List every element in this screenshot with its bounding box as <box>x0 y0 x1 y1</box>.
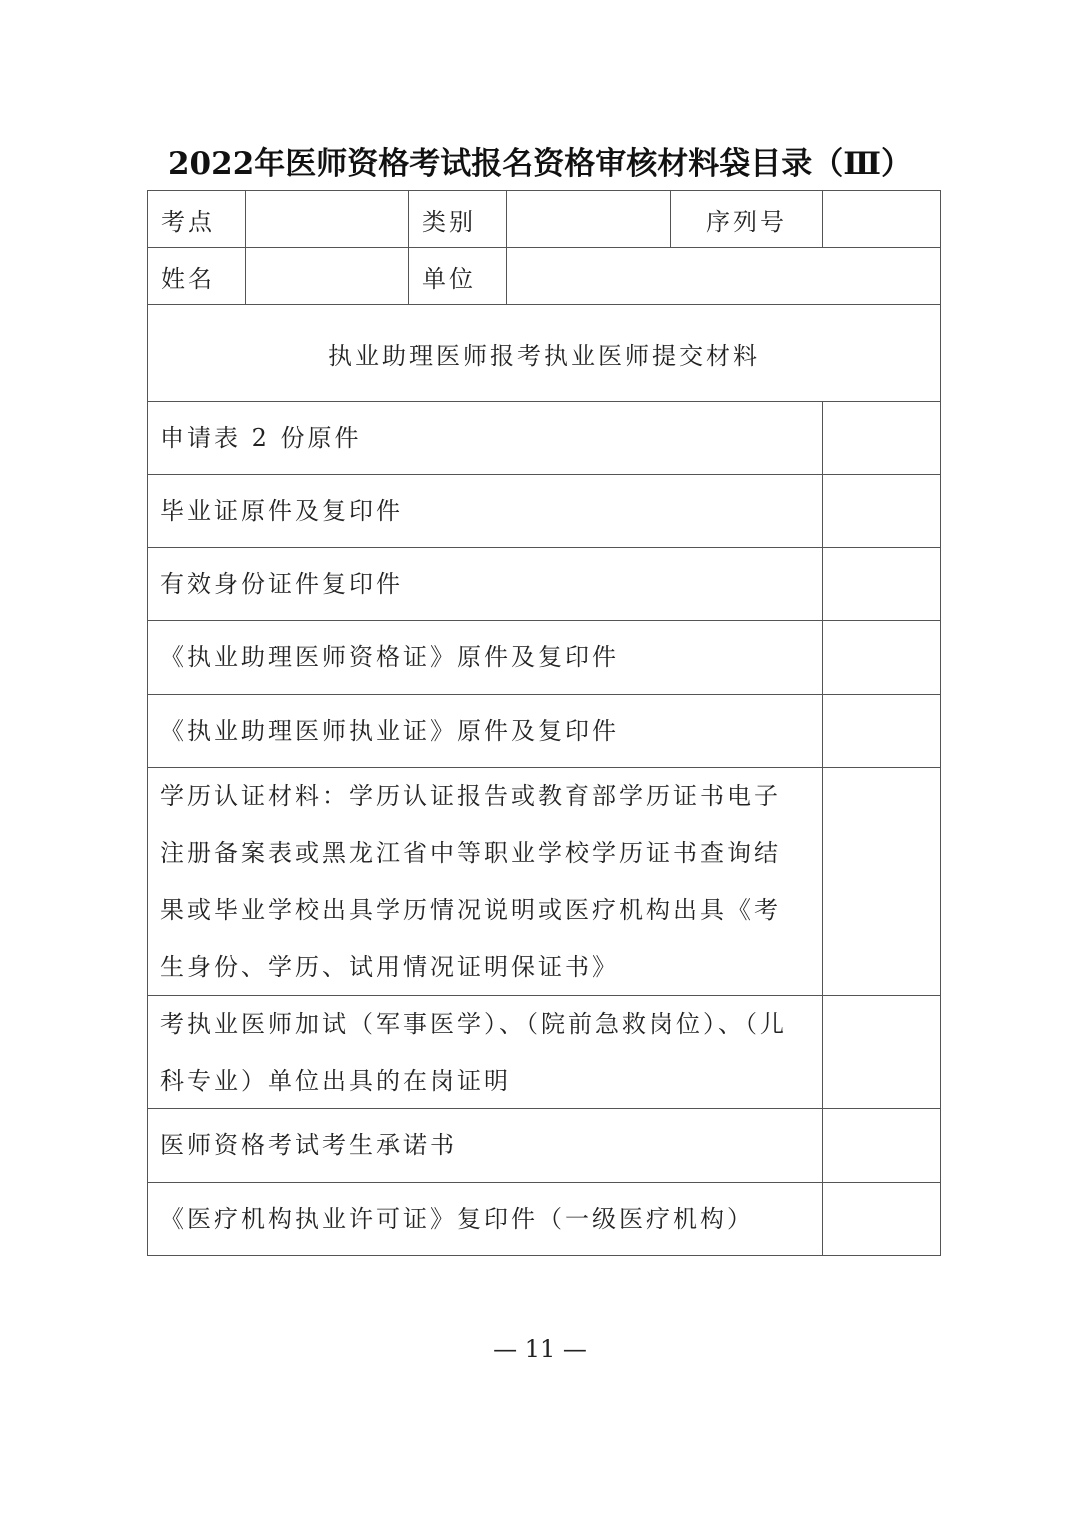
checklist-checkbox[interactable] <box>822 995 941 1108</box>
checklist-checkbox[interactable] <box>822 1182 941 1256</box>
serial-number-label: 序列号 <box>670 190 822 247</box>
checklist-item-on-duty-certificate <box>147 995 822 1108</box>
serial-number-field[interactable] <box>822 190 941 247</box>
exam-site-field[interactable] <box>245 190 408 247</box>
document-title: 2022年医师资格考试报名资格审核材料袋目录（Ⅲ） <box>167 146 913 182</box>
checklist-item-text: 《医疗机构执业许可证》复印件（一级医疗机构） <box>160 1204 754 1233</box>
unit-label: 单位 <box>408 247 506 304</box>
checklist-checkbox[interactable] <box>822 767 941 995</box>
section-header: 执业助理医师报考执业医师提交材料 <box>147 304 941 401</box>
checklist-item-text: 学历认证材料：学历认证报告或教育部学历证书电子注册备案表或黑龙江省中等职业学校学历证书查询结果或毕业学校出具学历情况说明或医疗机构出具《考生身份、学历、试用情况证明保证书》 <box>160 782 781 981</box>
name-label: 姓名 <box>147 247 245 304</box>
checklist-checkbox[interactable] <box>822 401 941 474</box>
checklist-item-text: 《执业助理医师资格证》原件及复印件 <box>160 643 619 671</box>
checklist-item-assistant-qualification-cert <box>147 620 822 694</box>
checklist-item-text: 医师资格考试考生承诺书 <box>160 1131 457 1159</box>
name-field[interactable] <box>245 247 408 304</box>
materials-checklist-form <box>147 190 941 1256</box>
checklist-checkbox[interactable] <box>822 1108 941 1182</box>
checklist-checkbox[interactable] <box>822 620 941 694</box>
checklist-item-assistant-practice-cert <box>147 694 822 767</box>
checklist-checkbox[interactable] <box>822 694 941 767</box>
checklist-item-text: 申请表 2 份原件 <box>160 423 362 452</box>
checklist-item-diploma <box>147 474 822 547</box>
checklist-item-application-form <box>147 401 822 474</box>
category-label: 类别 <box>408 190 506 247</box>
page-number: — 11 — <box>493 1335 587 1363</box>
checklist-checkbox[interactable] <box>822 474 941 547</box>
exam-site-label: 考点 <box>147 190 245 247</box>
unit-field[interactable] <box>506 247 941 304</box>
checklist-item-text: 考执业医师加试（军事医学）、（院前急救岗位）、（儿科专业）单位出具的在岗证明 <box>160 1010 787 1095</box>
checklist-checkbox[interactable] <box>822 547 941 620</box>
checklist-item-text: 有效身份证件复印件 <box>160 569 403 598</box>
checklist-item-medical-institution-license <box>147 1182 822 1256</box>
checklist-item-id-copy <box>147 547 822 620</box>
checklist-item-text: 毕业证原件及复印件 <box>160 496 403 525</box>
category-field[interactable] <box>506 190 670 247</box>
checklist-item-candidate-commitment <box>147 1108 822 1182</box>
checklist-item-education-verification <box>147 767 822 995</box>
checklist-item-text: 《执业助理医师执业证》原件及复印件 <box>160 716 619 745</box>
